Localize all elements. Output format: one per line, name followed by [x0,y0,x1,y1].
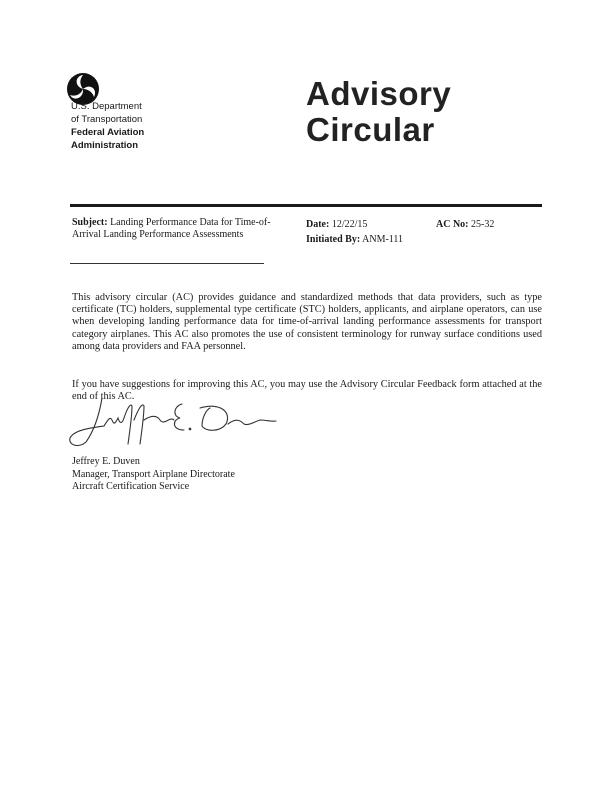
title-line: Circular [306,111,435,148]
ac-number-block [436,217,494,232]
department-line: of Transportation [71,114,143,125]
title-line: Advisory [306,75,452,112]
date-block [306,217,403,247]
agency-line: Federal Aviation [71,127,145,138]
signer-name: Jeffrey E. Duven [72,456,140,467]
subject-label: Subject: [72,217,108,228]
ac-value: 25-32 [471,219,495,230]
initiated-value: ANM-111 [362,234,404,245]
signer-title: Manager, Transport Airplane Directorate [72,468,235,480]
header-divider [70,204,542,207]
subject-text: Landing Performance Data for Time-of-Arrival Landing Performance Assessments [72,217,271,240]
ac-label: AC No: [436,219,469,230]
date-label: Date: [306,219,330,230]
date-value: 12/22/15 [331,219,368,230]
agency-line: Administration [71,140,139,151]
subject-underline [70,263,264,264]
subject-block [72,217,272,240]
signature-icon [60,390,280,450]
signer-block [72,456,235,494]
department-line: U.S. Department [71,101,142,112]
department-block [71,100,144,152]
signer-office: Aircraft Certification Service [72,481,190,492]
intro-paragraph: This advisory circular (AC) provides guidance and standardized methods that data providers, such as type certificate (TC) holders, supplemental type certificate (STC) holders, applicants, and airplane operators, can use when developing landing performance data for time-of-arrival landing performance assessments for transport category airplanes. This AC also promotes the use of consistent terminology for runway surface conditions used among data providers and FAA personnel. [72,292,542,352]
initiated-label: Initiated By: [306,234,361,245]
feedback-paragraph: If you have suggestions for improving this AC, you may use the Advisory Circular Feedback form attached at the end of this AC. [72,379,542,403]
document-title [306,76,451,148]
